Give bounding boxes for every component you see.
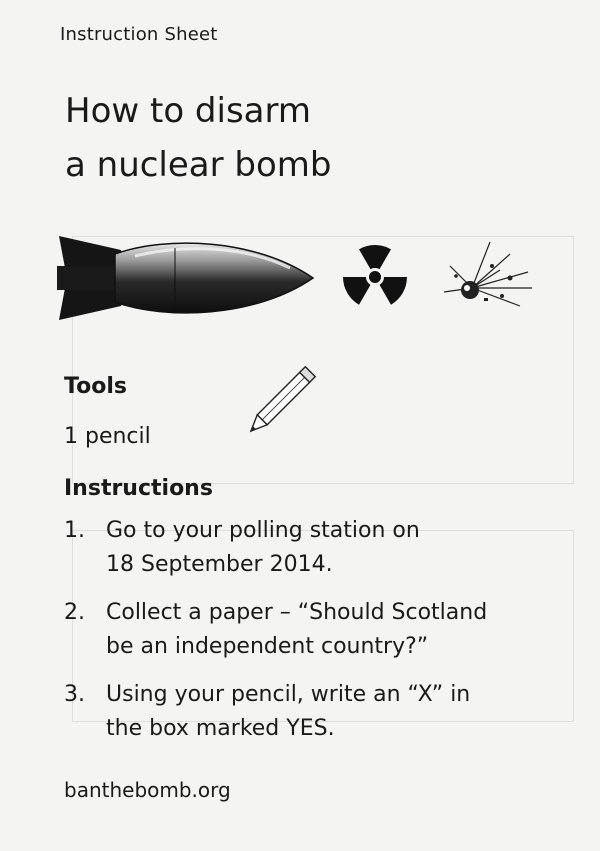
step-text-line: the box marked YES.: [106, 716, 335, 741]
step-number: 1.: [64, 518, 85, 543]
pencil-icon: [232, 350, 332, 450]
step-text-line: 18 September 2014.: [106, 552, 333, 577]
step-text: [106, 514, 544, 582]
instructions-heading: Instructions: [64, 476, 213, 501]
step-text-line: be an independent country?”: [106, 634, 429, 659]
step-text-line: Go to your polling station on: [106, 518, 420, 543]
step-text: [106, 596, 544, 664]
tools-heading: Tools: [64, 374, 127, 399]
explosion-icon: [440, 236, 540, 316]
bomb-icon: [55, 228, 317, 328]
page-title: [65, 84, 332, 192]
tools-item: 1 pencil: [64, 424, 151, 449]
step-text: [106, 678, 544, 746]
title-line-2: a nuclear bomb: [65, 145, 332, 185]
sheet-label: Instruction Sheet: [60, 24, 218, 45]
instruction-step: [64, 514, 544, 582]
step-text-line: Collect a paper – “Should Scotland: [106, 600, 488, 625]
instruction-step: [64, 596, 544, 664]
title-line-1: How to disarm: [65, 91, 312, 131]
instruction-step: [64, 678, 544, 746]
step-number: 3.: [64, 682, 85, 707]
step-text-line: Using your pencil, write an “X” in: [106, 682, 471, 707]
instructions-list: [64, 514, 544, 760]
step-number: 2.: [64, 600, 85, 625]
website-link[interactable]: banthebomb.org: [64, 778, 231, 802]
radiation-icon: [340, 244, 410, 310]
